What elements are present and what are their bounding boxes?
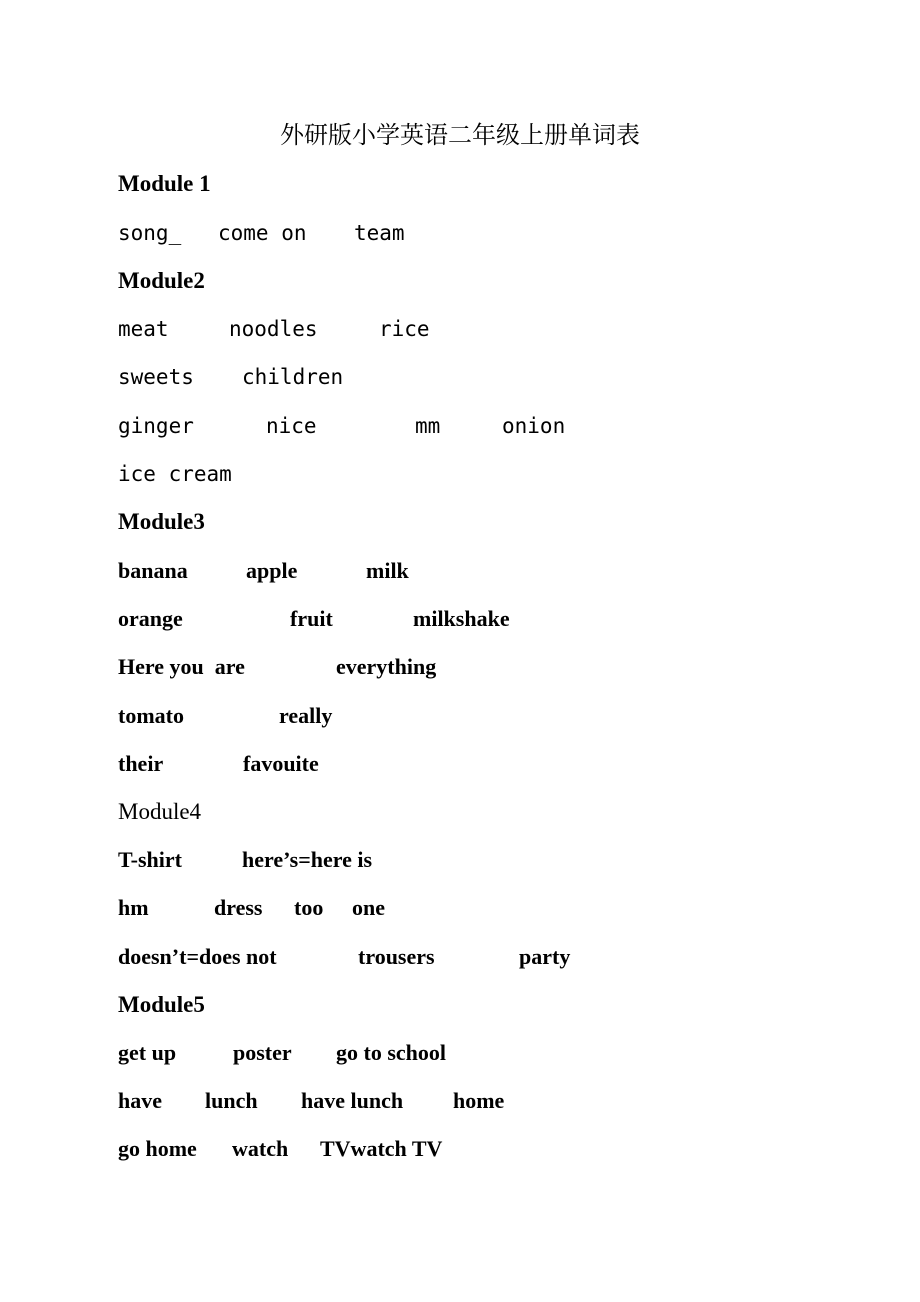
word: here’s=here is [242,847,373,872]
word: noodles [229,317,318,341]
word: poster [233,1040,292,1065]
word: TVwatch TV [320,1136,443,1161]
word: party [519,944,571,969]
word: one [352,895,385,920]
word: meat [118,317,169,341]
word: milkshake [413,606,510,631]
word: ginger [118,414,194,438]
word: fruit [290,606,333,631]
word: have lunch [301,1088,404,1113]
word: trousers [358,944,435,969]
module-heading-text: Module5 [118,992,205,1017]
word: their [118,751,164,776]
word: onion [502,414,566,438]
word: have [118,1088,162,1113]
word: favouite [243,751,319,776]
word: hm [118,895,149,920]
module-heading-text: Module4 [118,799,202,824]
word: get up [118,1040,177,1065]
word: lunch [205,1088,258,1113]
word: nice [266,414,317,438]
word: watch [232,1136,289,1161]
word: song_ [118,221,182,245]
module-heading-text: Module 1 [118,171,211,196]
word: go to school [336,1040,446,1065]
word: everything [336,654,437,679]
word: team [354,221,405,245]
word: ice cream [118,462,232,486]
word: mm [415,414,441,438]
word: milk [366,558,409,583]
word: rice [379,317,430,341]
word: apple [246,558,298,583]
page-title: 外研版小学英语二年级上册单词表 [280,121,640,149]
word: home [453,1088,505,1113]
word: doesn’t=does not [118,944,277,969]
word: sweets [118,365,194,389]
word: T-shirt [118,847,182,872]
word: come on [218,221,307,245]
module-heading-text: Module3 [118,509,205,534]
word: banana [118,558,188,583]
word: children [242,365,344,389]
module-heading-text: Module2 [118,268,205,293]
word: go home [118,1136,197,1161]
word: orange [118,606,183,631]
word: Here you are [118,654,245,679]
word: dress [214,895,263,920]
word: really [279,703,333,728]
word: tomato [118,703,184,728]
word: too [294,895,324,920]
